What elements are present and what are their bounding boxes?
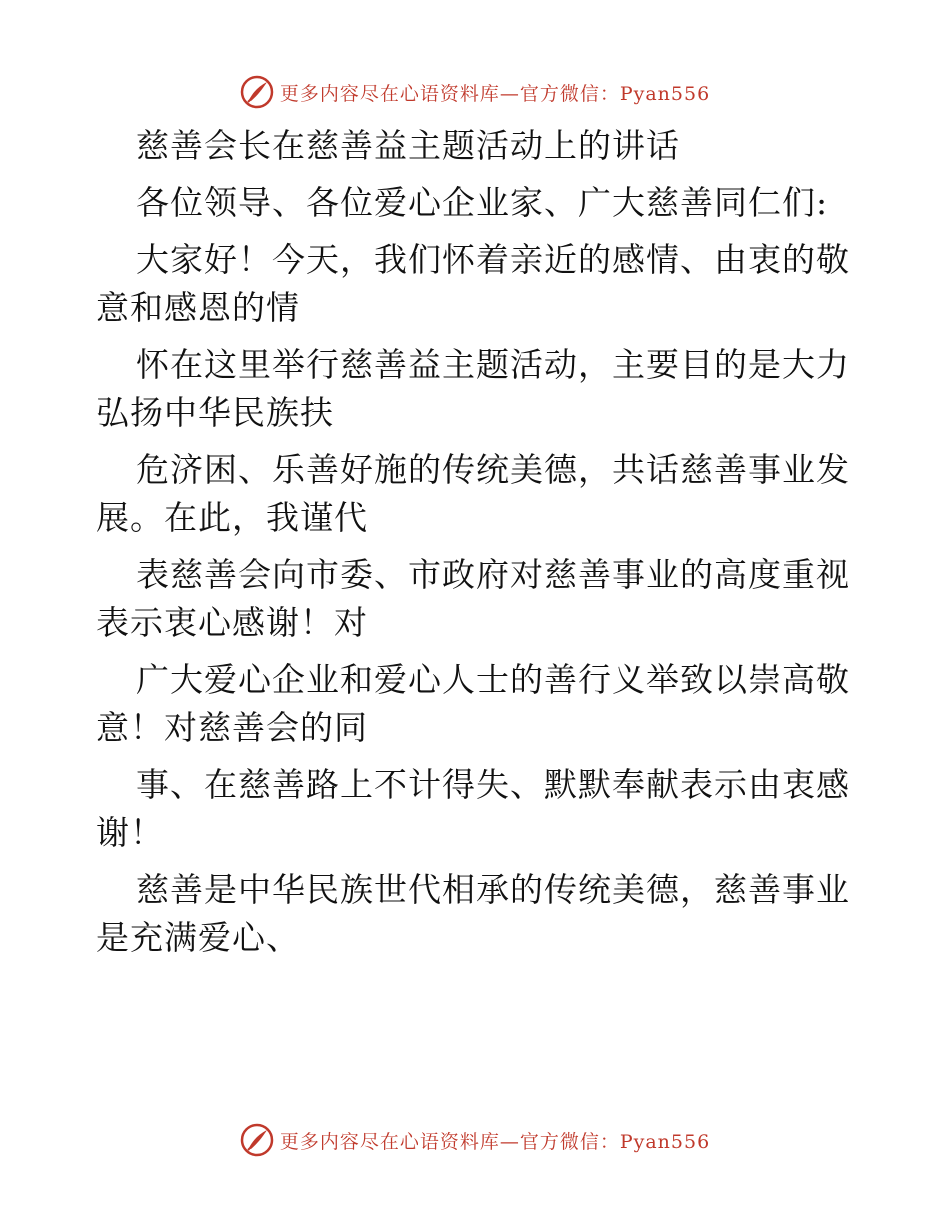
banner-text: 更多内容尽在心语资料库—官方微信：Pyan556 [279,1130,711,1153]
paragraph-line: 广大爱心企业和爱心人士的善行义举致以崇高敬 [136,660,850,699]
paragraph-line: 表慈善会向市委、市政府对慈善事业的高度重视 [136,555,850,594]
paragraph-line: 展。在此，我谨代 [96,498,368,537]
paragraph-line: 慈善是中华民族世代相承的传统美德，慈善事业 [136,870,850,909]
paragraph-line: 表示衷心感谢！对 [96,603,368,642]
header-banner [0,72,950,112]
paragraph-line: 意！对慈善会的同 [96,708,368,747]
paragraph-line: 谢！ [96,813,164,852]
quill-logo-icon [240,1123,274,1157]
paragraph-line: 弘扬中华民族扶 [96,393,334,432]
paragraph-line: 危济困、乐善好施的传统美德，共话慈善事业发 [136,450,850,489]
salutation: 各位领导、各位爱心企业家、广大慈善同仁们: [136,183,829,222]
paragraph-line: 意和感恩的情 [96,288,300,327]
banner-text: 更多内容尽在心语资料库—官方微信：Pyan556 [279,82,711,105]
paragraph-line: 事、在慈善路上不计得失、默默奉献表示由衷感 [136,765,850,804]
document-body [96,122,856,962]
quill-logo-icon [240,75,274,109]
paragraph-line: 大家好！今天，我们怀着亲近的感情、由衷的敬 [136,240,850,279]
footer-banner [0,1120,950,1160]
paragraph-line: 怀在这里举行慈善益主题活动，主要目的是大力 [136,345,850,384]
document-title: 慈善会长在慈善益主题活动上的讲话 [136,126,680,165]
paragraph-line: 是充满爱心、 [96,918,300,957]
